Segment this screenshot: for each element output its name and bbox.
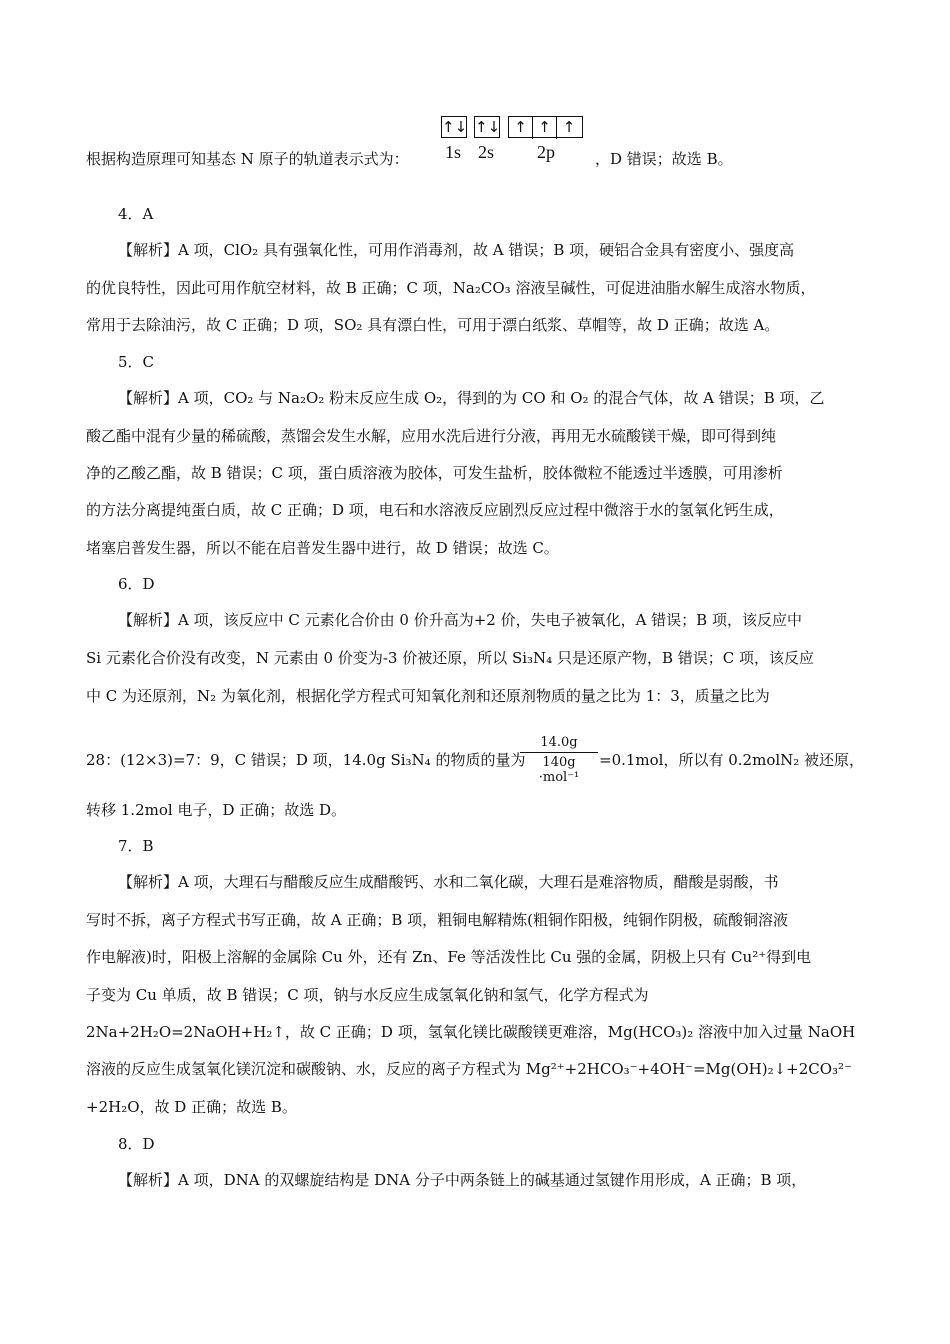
orbital-2p-electron-3: ↑ [562,118,576,136]
answer-5-line-4: 的方法分离提纯蛋白质，故 C 正确；D 项，电石和水溶液反应剧烈反应过程中微溶于水的氢氧化钙生成， [86,501,784,519]
orbital-2p-box [508,116,583,138]
fraction-denominator: 140g ·mol⁻¹ [538,755,580,785]
answer-7-line-1: 【解析】A 项，大理石与醋酸反应生成醋酸钙、水和二氧化碳，大理石是难溶物质，醋酸是弱酸，书 [118,873,779,891]
answer-7-heading: 7．B [118,837,154,855]
answer-5-heading: 5．C [118,353,155,371]
answer-8-line-1: 【解析】A 项，DNA 的双螺旋结构是 DNA 分子中两条链上的碱基通过氢键作用形成，A 正确；B 项， [118,1171,807,1189]
answer-6-heading: 6．D [118,575,155,593]
orbital-2s-electrons: ↑↓ [475,118,501,136]
answer-8-heading: 8．D [118,1135,155,1153]
fraction-numerator: 14.0g [540,735,578,750]
answer-6-formula-post: =0.1mol，所以有 0.2molN₂ 被还原， [599,751,865,769]
answer-6-last: 转移 1.2mol 电子，D 正确；故选 D。 [86,801,347,819]
answer-6-line-1: 【解析】A 项，该反应中 C 元素化合价由 0 价升高为+2 价，失电子被氧化，A 错误；B 项，该反应中 [118,611,802,629]
answer-6-line-3: 中 C 为还原剂，N₂ 为氧化剂，根据化学方程式可知氧化剂和还原剂物质的量之比为 1：3，质量之比为 [86,687,770,705]
answer-7-line-3: 作电解液)时，阳极上溶解的金属除 Cu 外，还有 Zn、Fe 等活泼性比 Cu 强的金属，阴极上只有 Cu²⁺得到电 [86,948,812,966]
answer-5-line-5: 堵塞启普发生器，所以不能在启普发生器中进行，故 D 错误；故选 C。 [86,539,559,557]
answer-6-line-2: Si 元素化合价没有改变，N 元素由 0 价变为-3 价被还原，所以 Si₃N₄ 只是还原产物，B 错误；C 项，该反应 [86,649,814,667]
orbital-2s-box [474,116,500,138]
intro-tail: ，D 错误；故选 B。 [595,150,733,168]
answer-4-line-3: 常用于去除油污，故 C 正确；D 项，SO₂ 具有漂白性，可用于漂白纸浆、草帽等，故 D 正确；故选 A。 [86,316,780,334]
orbital-1s-box [441,116,467,138]
answer-4-line-1: 【解析】A 项，ClO₂ 具有强氧化性，可用作消毒剂，故 A 错误；B 项，硬铝合金具有密度小、强度高 [118,241,795,259]
orbital-label-2s: 2s [478,142,495,162]
orbital-2p-electron-1: ↑ [509,117,533,139]
orbital-1s-electrons: ↑↓ [442,118,468,136]
answer-5-line-2: 酸乙酯中混有少量的稀硫酸，蒸馏会发生水解，应用水洗后进行分液，再用无水硫酸镁干燥，即可得到纯 [86,427,777,445]
answer-5-line-1: 【解析】A 项，CO₂ 与 Na₂O₂ 粉末反应生成 O₂，得到的为 CO 和 O₂ 的混合气体，故 A 错误；B 项，乙 [118,389,825,407]
answer-7-line-6: 溶液的反应生成氢氧化镁沉淀和碳酸钠、水，反应的离子方程式为 Mg²⁺+2HCO₃⁻+4OH⁻=Mg(OH)₂↓+2CO₃²⁻ [86,1060,852,1078]
fraction-bar [520,752,598,753]
answer-4-heading: 4．A [118,205,154,223]
answer-7-line-7: +2H₂O，故 D 正确；故选 B。 [86,1098,297,1116]
answer-6-fraction [520,735,598,785]
answer-7-line-5: 2Na+2H₂O=2NaOH+H₂↑，故 C 正确；D 项，氢氧化镁比碳酸镁更难溶，Mg(HCO₃)₂ 溶液中加入过量 NaOH [86,1023,856,1041]
answer-5-line-3: 净的乙酸乙酯，故 B 错误；C 项，蛋白质溶液为胶体，可发生盐析，胶体微粒不能透过半透膜，可用渗析 [86,464,783,482]
orbital-2p-electron-2: ↑ [533,117,557,139]
answer-7-line-4: 子变为 Cu 单质，故 B 错误；C 项，钠与水反应生成氢氧化钠和氢气，化学方程式为 [86,986,649,1004]
orbital-label-2p: 2p [537,142,555,162]
answer-6-formula-pre: 28：(12×3)=7：9，C 错误；D 项，14.0g Si₃N₄ 的物质的量为 [86,751,526,769]
orbital-label-1s: 1s [445,142,462,162]
answer-7-line-2: 写时不拆，离子方程式书写正确，故 A 正确；B 项，粗铜电解精炼(粗铜作阳极，纯铜作阴极，硫酸铜溶液 [86,911,789,929]
answer-4-line-2: 的优良特性，因此可用作航空材料，故 B 正确；C 项，Na₂CO₃ 溶液呈碱性，可促进油脂水解生成溶水物质， [86,279,816,297]
intro-text: 根据构造原理可知基态 N 原子的轨道表示式为： [86,150,409,168]
